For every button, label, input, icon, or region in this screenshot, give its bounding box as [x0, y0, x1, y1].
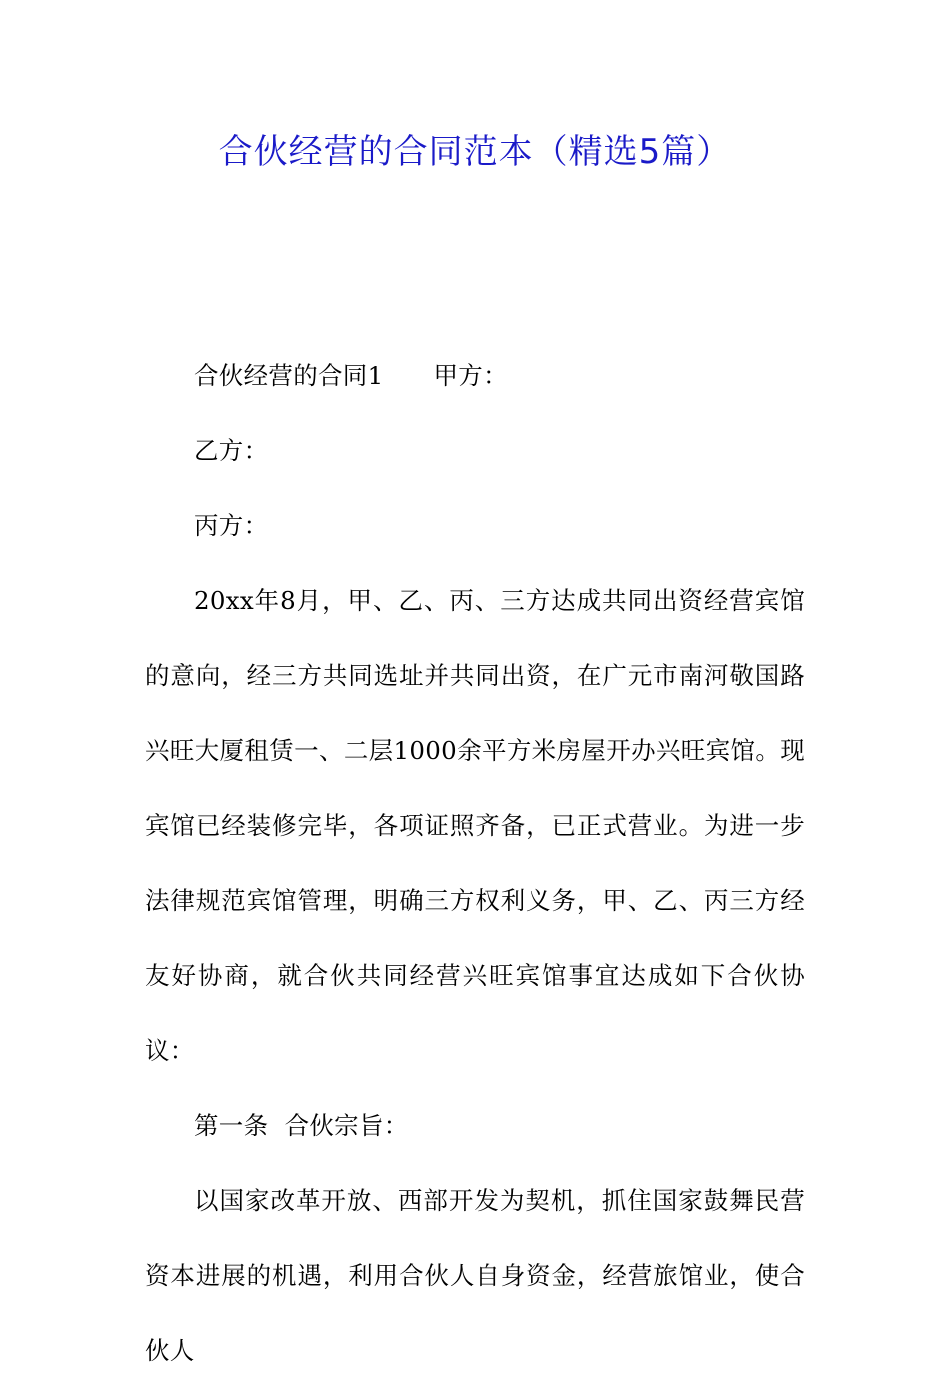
party-a-label: 甲方： [433, 361, 508, 390]
contract-label: 合伙经营的合同1 [194, 361, 384, 390]
article-1-heading: 第一条 合伙宗旨： [194, 1111, 409, 1140]
document-title: 合伙经营的合同范本（精选5篇） [218, 132, 732, 172]
party-c-label: 丙方： [194, 511, 269, 540]
article-1-text: 以国家改革开放、西部开发为契机，抓住国家鼓舞民营资本进展的机遇，利用合伙人自身资金，经营旅馆业，使合伙人 [145, 1186, 805, 1365]
intro-paragraph: 20xx年8月，甲、乙、丙、三方达成共同出资经营宾馆的意向，经三方共同选址并共同出资，在广元市南河敬国路兴旺大厦租赁一、二层1000余平方米房屋开办兴旺宾馆。现宾馆已经装修完毕，各项证照齐备，已正式营业。为进一步法律规范宾馆管理，明确三方权利义务，甲、乙、丙三方经友好协商，就合伙共同经营兴旺宾馆事宜达成如下合伙协议： [145, 586, 805, 1065]
contract-heading-line [145, 338, 805, 413]
document-body [145, 338, 805, 1388]
party-b-label: 乙方： [194, 436, 269, 465]
